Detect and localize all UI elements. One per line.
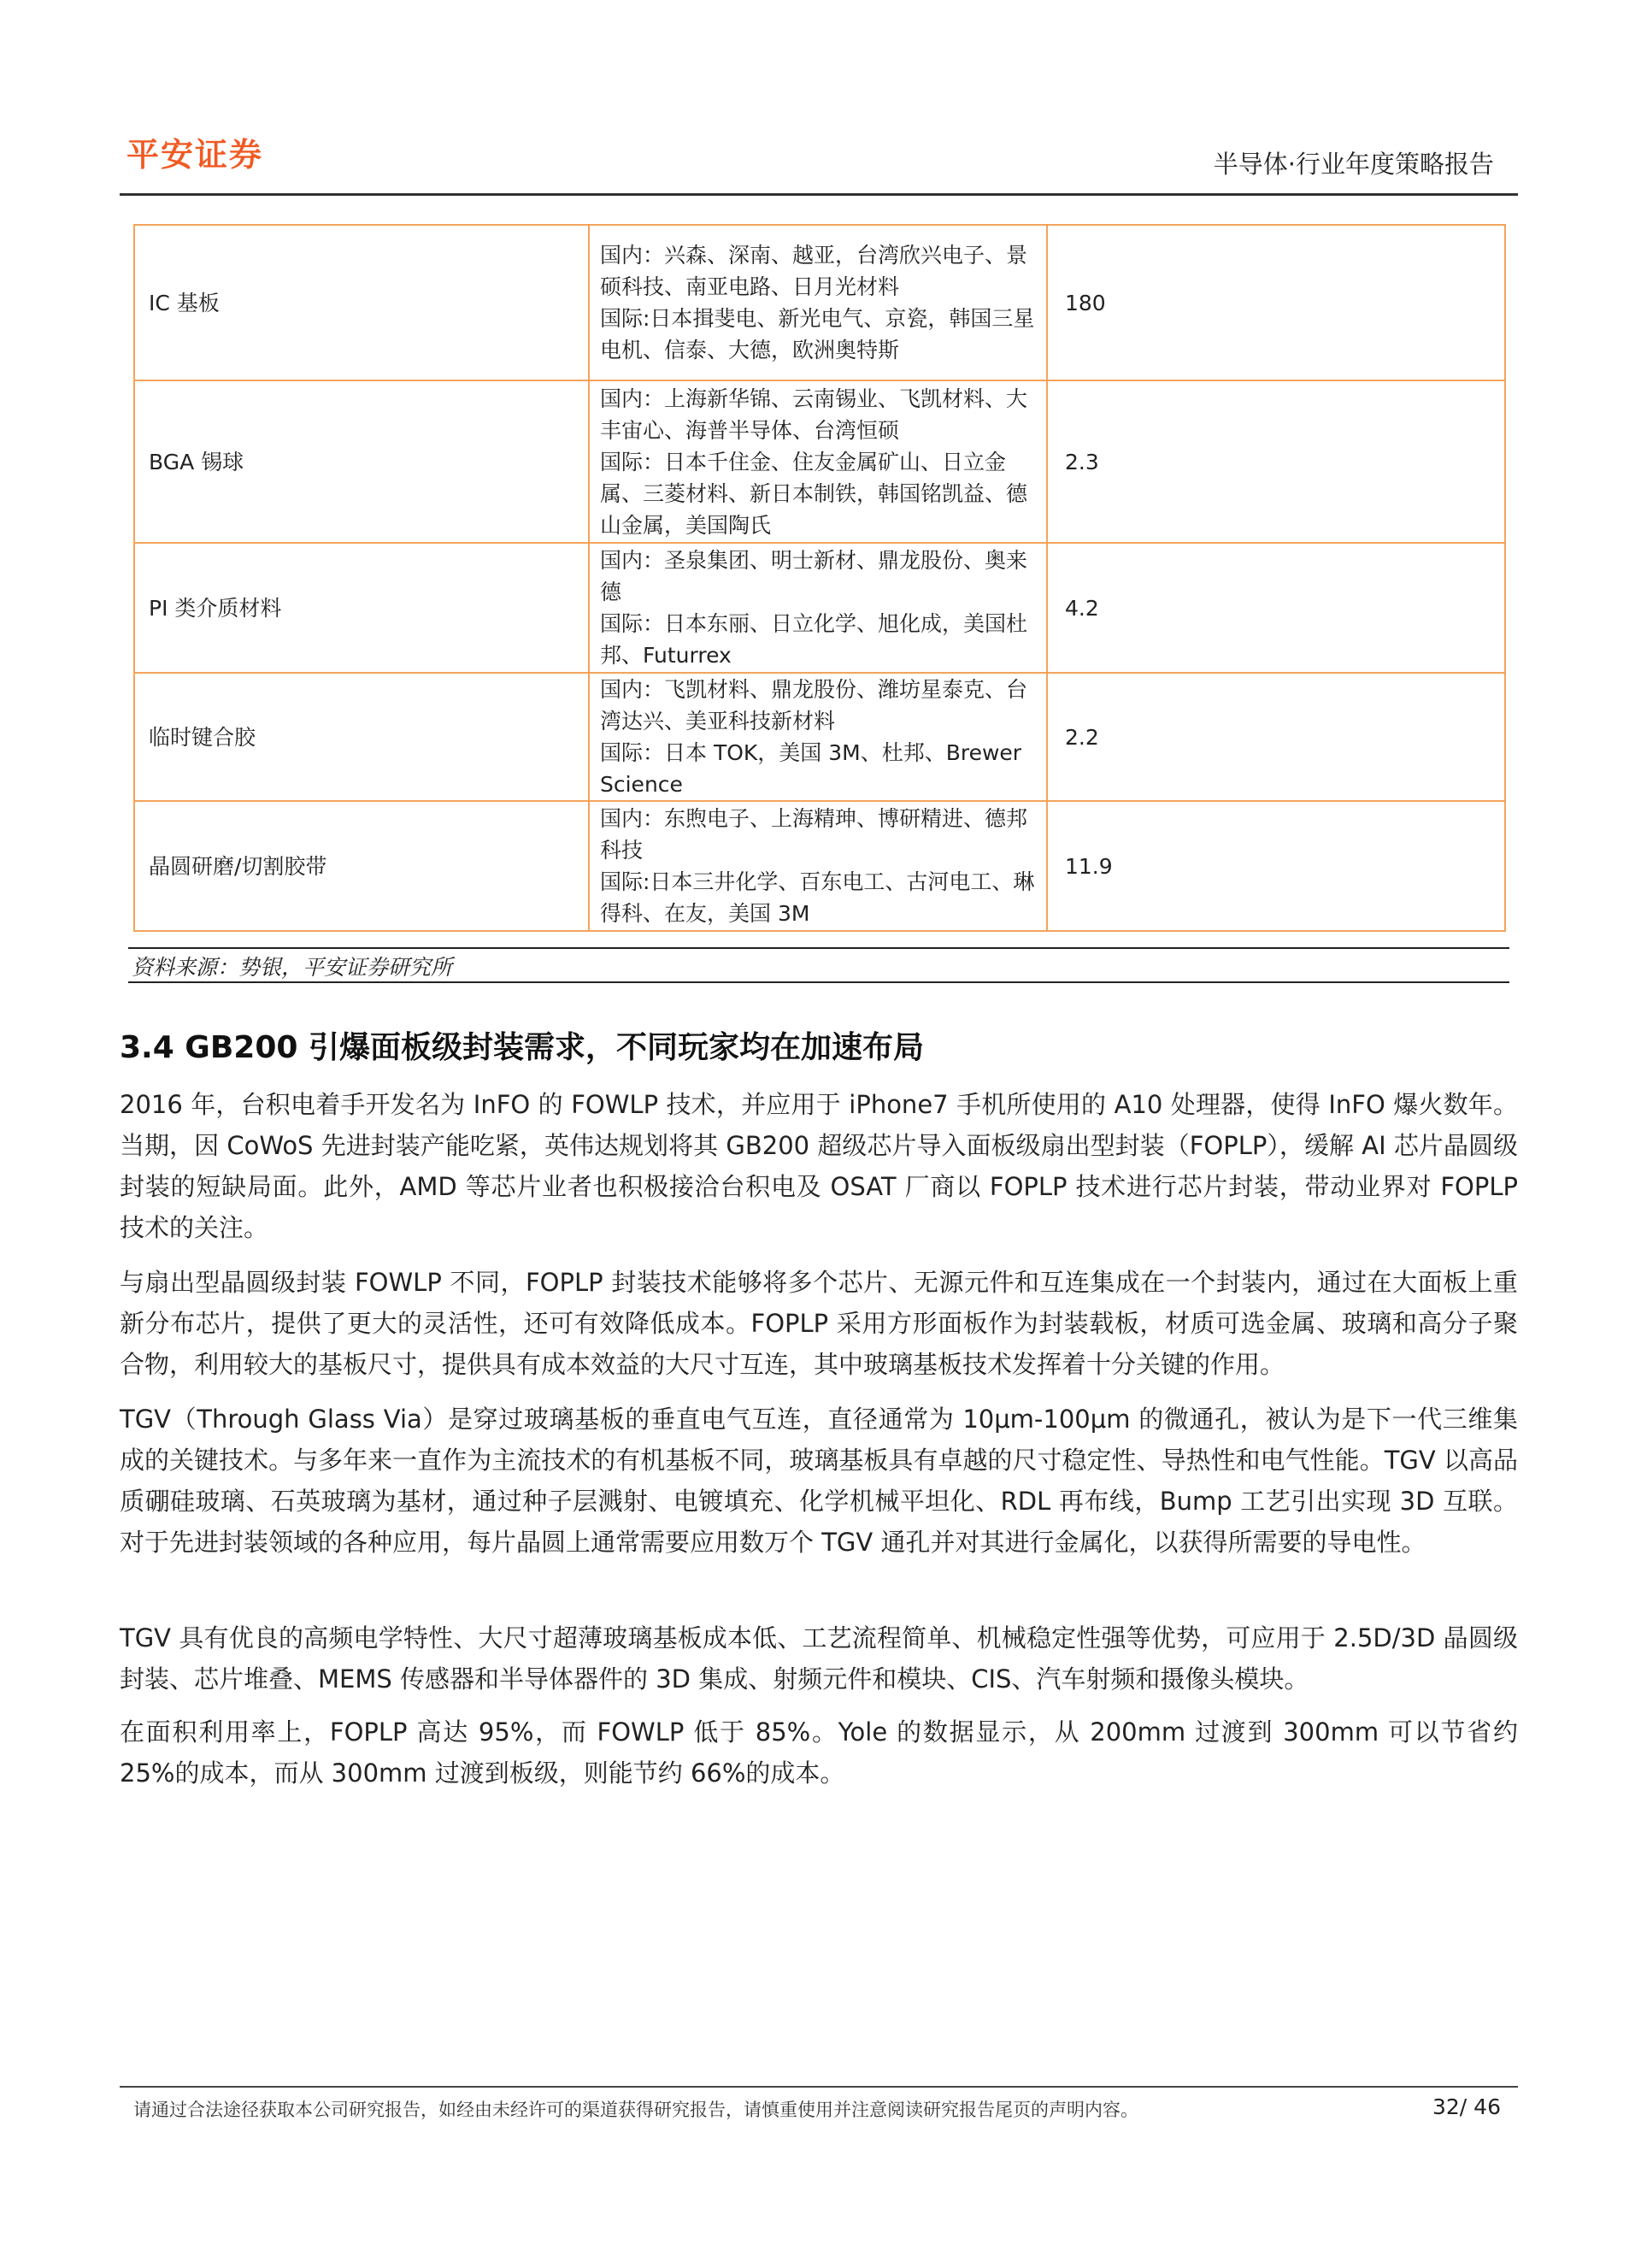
paragraph: TGV 具有优良的高频电学特性、大尺寸超薄玻璃基板成本低、工艺流程简单、机械稳定性强等优势，可应用于 2.5D/3D 晶圆级封装、芯片堆叠、MEMS 传感器和半导体器件的 3D 集成、射频元件和模块、CIS、汽车射频和摄像头模块。 xyxy=(120,1623,1518,1694)
paragraph: 与扇出型晶圆级封装 FOWLP 不同，FOPLP 封装技术能够将多个芯片、无源元件和互连集成在一个封装内，通过在大面板上重新分布芯片，提供了更大的灵活性，还可有效降低成本。FOPLP 采用方形面板作为封装载板，材质可选金属、玻璃和高分子聚合物，利用较大的基板尺寸，提供具有成本效益的大尺寸互连，其中玻璃基板技术发挥着十分关键的作用。 xyxy=(120,1268,1518,1379)
value-cell: 2.2 xyxy=(1047,673,1505,801)
table-source: 资料来源：势银，平安证券研究所 xyxy=(132,955,453,980)
page-number: 32/ 46 xyxy=(1432,2094,1501,2119)
table-row xyxy=(134,673,1505,801)
suppliers-cell: 国内：兴森、深南、越亚，台湾欣兴电子、景硕科技、南亚电路、日月光材料 国际:日本揖斐电、新光电气、京瓷，韩国三星电机、信泰、大德，欧洲奥特斯 xyxy=(589,225,1047,380)
suppliers-cell: 国内：飞凯材料、鼎龙股份、潍坊星泰克、台湾达兴、美亚科技新材料 国际：日本 TOK，美国 3M、杜邦、Brewer Science xyxy=(589,673,1047,801)
paragraph: 2016 年，台积电着手开发名为 InFO 的 FOWLP 技术，并应用于 iPhone7 手机所使用的 A10 处理器，使得 InFO 爆火数年。当期，因 CoWoS 先进封装产能吃紧，英伟达规划将其 GB200 超级芯片导入面板级扇出型封装（FOPLP），缓解 AI 芯片晶圆级封装的短缺局面。此外，AMD 等芯片业者也积极接洽台积电及 OSAT 厂商以 FOPLP 技术进行芯片封装，带动业界对 FOPLP 技术的关注。 xyxy=(120,1090,1518,1242)
material-cell: PI 类介质材料 xyxy=(134,543,589,673)
suppliers-cell: 国内：圣泉集团、明士新材、鼎龙股份、奥来德 国际：日本东丽、日立化学、旭化成，美国杜邦、Futurrex xyxy=(589,543,1047,673)
section-heading: 3.4 GB200 引爆面板级封装需求，不同玩家均在加速布局 xyxy=(120,1030,924,1065)
value-cell: 11.9 xyxy=(1047,801,1505,931)
table-row xyxy=(134,225,1505,380)
materials-table xyxy=(133,224,1506,932)
table-row xyxy=(134,380,1505,543)
suppliers-cell: 国内：上海新华锦、云南锡业、飞凯材料、大丰宙心、海普半导体、台湾恒硕 国际：日本千住金、住友金属矿山、日立金属、三菱材料、新日本制铁，韩国铭凯益、德山金属，美国陶氏 xyxy=(589,380,1047,543)
paragraph: 在面积利用率上，FOPLP 高达 95%，而 FOWLP 低于 85%。Yole 的数据显示，从 200mm 过渡到 300mm 可以节省约 25%的成本，而从 300mm 过渡到板级，则能节约 66%的成本。 xyxy=(120,1717,1518,1788)
value-cell: 4.2 xyxy=(1047,543,1505,673)
table-row xyxy=(134,801,1505,931)
footer-divider xyxy=(120,2086,1518,2088)
material-cell: IC 基板 xyxy=(134,225,589,380)
footer-disclaimer: 请通过合法途径获取本公司研究报告，如经由未经许可的渠道获得研究报告，请慎重使用并注意阅读研究报告尾页的声明内容。 xyxy=(133,2100,1138,2120)
source-divider-top xyxy=(128,947,1509,949)
value-cell: 2.3 xyxy=(1047,380,1505,543)
source-divider-bottom xyxy=(128,981,1509,983)
paragraph: TGV（Through Glass Via）是穿过玻璃基板的垂直电气互连，直径通常为 10μm-100μm 的微通孔，被认为是下一代三维集成的关键技术。与多年来一直作为主流技术的有机基板不同，玻璃基板具有卓越的尺寸稳定性、导热性和电气性能。TGV 以高品质硼硅玻璃、石英玻璃为基材，通过种子层溅射、电镀填充、化学机械平坦化、RDL 再布线，Bump 工艺引出实现 3D 互联。对于先进封装领域的各种应用，每片晶圆上通常需要应用数万个 TGV 通孔并对其进行金属化，以获得所需要的导电性。 xyxy=(120,1405,1518,1557)
material-cell: 晶圆研磨/切割胶带 xyxy=(134,801,589,931)
company-logo: 平安证券 xyxy=(126,136,264,174)
report-title: 半导体·行业年度策略报告 xyxy=(1213,150,1494,179)
value-cell: 180 xyxy=(1047,225,1505,380)
material-cell: 临时键合胶 xyxy=(134,673,589,801)
material-cell: BGA 锡球 xyxy=(134,380,589,543)
header-divider xyxy=(120,193,1518,196)
table-row xyxy=(134,543,1505,673)
suppliers-cell: 国内：东煦电子、上海精珅、博研精进、德邦科技 国际:日本三井化学、百东电工、古河电工、琳得科、在友，美国 3M xyxy=(589,801,1047,931)
